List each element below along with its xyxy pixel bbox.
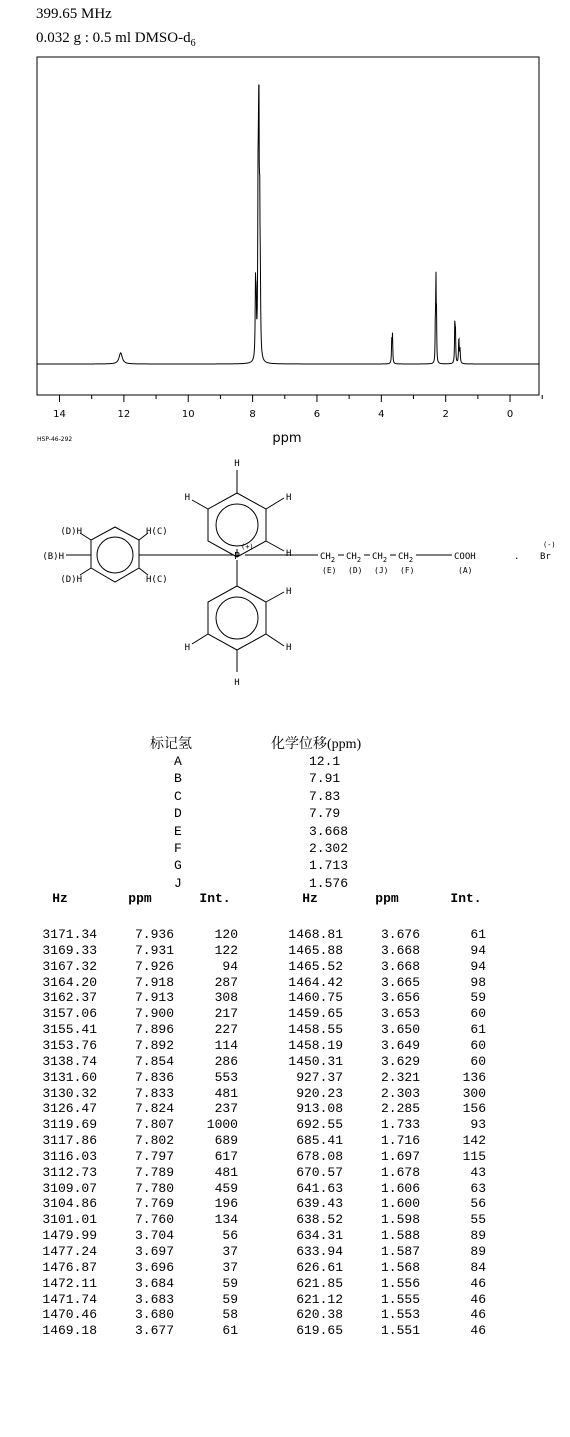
peak-table-cell: 3131.60 (42, 1069, 97, 1085)
peak-table-cell: 1472.11 (42, 1275, 97, 1291)
h-label-left-para: (B)H (42, 552, 64, 562)
aromatic-circle-bottom (216, 597, 258, 639)
peak-table-cell: 43 (470, 1164, 486, 1180)
peak-table-cell: 3171.34 (42, 927, 97, 942)
phenyl-ring-top (208, 493, 266, 557)
peak-table-cell: 3109.07 (42, 1180, 97, 1196)
peak-table-cell: 300 (462, 1085, 486, 1101)
peak-table-cell: 639.43 (296, 1196, 343, 1212)
peak-table-cell: 60 (470, 1037, 486, 1053)
peak-table-cell: 55 (470, 1212, 486, 1228)
peak-table-cell: 1.588 (380, 1228, 420, 1244)
peak-table-cell: 7.802 (134, 1133, 174, 1149)
chain-ch2-j: $CH_2$ (372, 552, 388, 564)
peak-table-cell: 63 (470, 1180, 486, 1196)
h-label-top-right-low: H (286, 549, 292, 559)
h-label-top-right: H (286, 493, 292, 503)
chain-cooh: COOH (454, 552, 476, 562)
peak-table-cell: 3119.69 (42, 1117, 97, 1133)
peak-table-cell: 634.31 (296, 1228, 343, 1244)
chain-ch2-f: $CH_2$ (398, 552, 414, 564)
peak-table-cell: 3104.86 (42, 1196, 97, 1212)
peak-table-cell: 3.656 (380, 990, 420, 1006)
aromatic-circle-top (216, 504, 258, 546)
chain-label-j: (J) (374, 566, 389, 575)
peak-table-cell: 3162.37 (42, 990, 97, 1006)
peak-table-cell: 621.85 (296, 1275, 343, 1291)
peak-table-cell: 7.836 (134, 1069, 174, 1085)
peak-table-cell: 7.913 (134, 990, 174, 1006)
assignment-shift: 7.83 (309, 788, 341, 804)
peak-table-cell: 641.63 (296, 1180, 343, 1196)
peak-table-cell: 670.57 (296, 1164, 343, 1180)
peak-table-cell: 1477.24 (42, 1244, 97, 1259)
peak-table-cell: 237 (214, 1101, 238, 1117)
peak-table-cell: 61 (222, 1323, 238, 1339)
peak-table-cell: 58 (222, 1307, 238, 1323)
peak-table-cell: 7.854 (134, 1053, 174, 1069)
assignment-shift: 1.713 (309, 858, 349, 874)
peak-table-cell: 1.587 (380, 1244, 420, 1259)
peak-table-cell: 3101.01 (42, 1212, 97, 1228)
sample-id: HSP-46-292 (37, 436, 73, 443)
peak-table-cell: 60 (470, 1053, 486, 1069)
peak-table-cell: 1458.19 (288, 1037, 343, 1053)
salt-dot: . (514, 552, 520, 562)
x-tick-label: 12 (117, 409, 131, 420)
h-label-left-bottom-c: H(C) (146, 575, 168, 585)
chain-label-a: (A) (458, 566, 473, 575)
assignment-label: B (174, 771, 182, 787)
peak-table-cell: 46 (470, 1275, 486, 1291)
h-label-left-top: (D)H (60, 527, 82, 537)
peak-table-cell: 3138.74 (42, 1053, 97, 1069)
peak-table-cell: 3117.86 (42, 1133, 97, 1149)
peak-table-cell: 7.760 (134, 1212, 174, 1228)
peak-table-cell: 287 (214, 974, 238, 990)
peak-table-cell: 59 (222, 1291, 238, 1307)
assignment-shift: 7.79 (309, 806, 341, 822)
peak-table-header: Int. (450, 891, 482, 906)
peak-table-header: ppm (128, 891, 152, 906)
peak-table-cell: 227 (214, 1022, 238, 1038)
peak-table-cell: 3153.76 (42, 1037, 97, 1053)
peak-table-cell: 37 (222, 1259, 238, 1275)
peak-table-cell: 1.678 (380, 1164, 420, 1180)
peak-table-cell: 459 (214, 1180, 238, 1196)
peak-table-cell: 46 (470, 1291, 486, 1307)
assignment-label: G (174, 858, 182, 874)
peak-table-cell: 142 (462, 1133, 486, 1149)
peak-table-header: Hz (302, 891, 318, 906)
peak-table-cell: 7.892 (134, 1037, 174, 1053)
peak-table-cell: 3169.33 (42, 942, 97, 958)
peak-table-cell: 1.555 (380, 1291, 420, 1307)
peak-table-cell: 3.653 (380, 1006, 420, 1022)
peak-table-cell: 286 (214, 1053, 238, 1069)
peak-table-cell: 7.936 (134, 927, 174, 942)
peak-table-cell: 120 (214, 927, 238, 942)
assignment-shift: 2.302 (309, 841, 349, 856)
peak-table-cell: 60 (470, 1006, 486, 1022)
peak-table-cell: 93 (470, 1117, 486, 1133)
assignment-header-shift: 化学位移(ppm) (271, 737, 362, 752)
peak-table-cell: 3.696 (134, 1259, 174, 1275)
peak-table-cell: 621.12 (296, 1291, 343, 1307)
peak-table-cell: 98 (470, 974, 486, 990)
h-label-bottom-left: H (184, 643, 190, 653)
peak-table-cell: 481 (214, 1085, 238, 1101)
peak-table-cell: 1.716 (380, 1133, 420, 1149)
peak-table-cell: 7.780 (134, 1180, 174, 1196)
peak-table-cell: 196 (214, 1196, 238, 1212)
peak-table-cell: 638.52 (296, 1212, 343, 1228)
x-tick-label: 2 (442, 409, 449, 420)
assignment-label: J (174, 875, 182, 891)
peak-table-cell: 94 (222, 958, 238, 974)
peak-table-cell: 1465.52 (288, 958, 343, 974)
peak-table-cell: 37 (222, 1244, 238, 1259)
peak-table-cell: 3.676 (380, 927, 420, 942)
peak-table-cell: 7.833 (134, 1085, 174, 1101)
peak-table-cell: 56 (470, 1196, 486, 1212)
peak-table-cell: 7.807 (134, 1117, 174, 1133)
peak-table-cell: 3116.03 (42, 1148, 97, 1164)
h-label-top-para: H (234, 459, 240, 469)
peak-table-cell: 626.61 (296, 1259, 343, 1275)
peak-table-cell: 3.668 (380, 942, 420, 958)
h-label-bottom-para: H (234, 678, 240, 688)
peak-table-cell: 481 (214, 1164, 238, 1180)
assignment-label: A (174, 754, 182, 769)
peak-table-cell: 7.896 (134, 1022, 174, 1038)
x-axis-tick-labels (53, 409, 513, 420)
x-tick-label: 14 (53, 409, 66, 420)
peak-table-cell: 3164.20 (42, 974, 97, 990)
peak-table-cell: 3.650 (380, 1022, 420, 1038)
h-label-bottom-right: H (286, 643, 292, 653)
h-label-left-bottom: (D)H (60, 575, 82, 585)
peak-table-header: ppm (375, 891, 399, 906)
x-tick-label: 0 (506, 409, 514, 420)
peak-table-cell: 3.649 (380, 1037, 420, 1053)
chain-ch2-e: $CH_2$ (320, 552, 336, 564)
assignment-header-label: 标记氢 (150, 737, 192, 752)
x-tick-label: 8 (249, 409, 256, 420)
peak-table-cell: 920.23 (296, 1085, 343, 1101)
chain-label-d: (D) (348, 566, 363, 575)
peak-table-cell: 7.797 (134, 1148, 174, 1164)
peak-table-cell: 1.697 (380, 1148, 420, 1164)
peak-table-cell: 94 (470, 958, 486, 974)
peak-table-cell: 1.606 (380, 1180, 420, 1196)
peak-table-cell: 1468.81 (288, 927, 343, 942)
peak-table-cell: 59 (222, 1275, 238, 1291)
peak-table-cell: 3126.47 (42, 1101, 97, 1117)
peak-table-cell: 61 (470, 927, 486, 942)
peak-table-cell: 3.680 (134, 1307, 174, 1323)
peak-table-cell: 3112.73 (42, 1164, 97, 1180)
peak-table-cell: 217 (214, 1006, 238, 1022)
peak-table-header: Hz (52, 891, 68, 906)
peak-table-cell: 56 (222, 1228, 238, 1244)
peak-table-cell: 114 (214, 1037, 238, 1053)
peak-table-cell: 619.65 (296, 1323, 343, 1339)
concentration-text: 0.032 g : 0.5 ml DMSO-d (36, 30, 191, 46)
peak-table-cell: 308 (214, 990, 238, 1006)
peak-table-cell: 3.704 (134, 1228, 174, 1244)
concentration-subscript: 6 (190, 38, 196, 49)
chain-label-f: (F) (400, 566, 415, 575)
peak-table-cell: 1.600 (380, 1196, 420, 1212)
peak-table-cell: 134 (214, 1212, 238, 1228)
peak-table-cell: 1460.75 (288, 990, 343, 1006)
peak-table-cell: 2.285 (380, 1101, 420, 1117)
peak-table-cell: 1459.65 (288, 1006, 343, 1022)
peak-table-cell: 1000 (206, 1117, 238, 1133)
peak-table-cell: 3157.06 (42, 1006, 97, 1022)
peak-table-cell: 1.568 (380, 1259, 420, 1275)
peak-table-cell: 1458.55 (288, 1022, 343, 1038)
assignment-label: E (174, 823, 182, 839)
peak-table-cell: 3130.32 (42, 1085, 97, 1101)
anion-charge: (-) (543, 541, 556, 549)
peak-table-cell: 2.321 (380, 1069, 420, 1085)
x-tick-label: 10 (181, 409, 195, 420)
peak-table-cell: 1464.42 (288, 974, 343, 990)
peak-table-cell: 1.733 (380, 1117, 420, 1133)
peak-table-cell: 689 (214, 1133, 238, 1149)
peak-table-cell: 115 (462, 1148, 486, 1164)
assignment-label: C (174, 788, 182, 804)
peak-table-cell: 3.677 (134, 1323, 174, 1339)
peak-table-cell: 927.37 (296, 1069, 343, 1085)
peak-table-cell: 3155.41 (42, 1022, 97, 1038)
peak-table-cell: 59 (470, 990, 486, 1006)
cation-charge: (+) (241, 543, 254, 551)
peak-table-cell: 633.94 (296, 1244, 343, 1259)
x-axis-label: ppm (272, 431, 302, 446)
peak-table-cell: 7.769 (134, 1196, 174, 1212)
h-label-left-top-c: H(C) (146, 527, 168, 537)
peak-table-cell: 1476.87 (42, 1259, 97, 1275)
assignment-shift: 3.668 (309, 823, 349, 839)
peak-table-cell: 89 (470, 1228, 486, 1244)
peak-table-cell: 1465.88 (288, 942, 343, 958)
peak-table-cell: 617 (214, 1148, 238, 1164)
peak-table-cell: 7.789 (134, 1164, 174, 1180)
x-tick-label: 4 (378, 409, 385, 420)
peak-table-header: Int. (199, 891, 231, 906)
spectrometer-frequency: 399.65 MHz (36, 6, 112, 22)
chain-ch2-d: $CH_2$ (346, 552, 362, 564)
phosphorus-atom: P (233, 551, 241, 562)
peak-table-cell: 3.697 (134, 1244, 174, 1259)
phenyl-ring-left (91, 527, 139, 582)
assignment-label: F (174, 841, 182, 856)
peak-table-cell: 84 (470, 1259, 486, 1275)
peak-table-cell: 136 (462, 1069, 486, 1085)
chain-label-e: (E) (322, 566, 337, 575)
peak-table-cell: 1.598 (380, 1212, 420, 1228)
assignment-shift: 12.1 (309, 754, 341, 769)
peak-table-cell: 1470.46 (42, 1307, 97, 1323)
spectrum-trace (37, 85, 539, 364)
h-label-top-left: H (184, 493, 190, 503)
peak-table-cell: 7.926 (134, 958, 174, 974)
phenyl-ring-bottom (208, 586, 266, 650)
peak-table-cell: 1.556 (380, 1275, 420, 1291)
peak-table-cell: 3.684 (134, 1275, 174, 1291)
peak-table-cell: 7.918 (134, 974, 174, 990)
peak-table-cell: 1450.31 (288, 1053, 343, 1069)
peak-table-cell: 89 (470, 1244, 486, 1259)
nmr-spectrum-chart (0, 0, 570, 450)
peak-table-cell: 1.551 (380, 1323, 420, 1339)
assignment-shift: 7.91 (309, 771, 341, 787)
chemical-structure (0, 450, 570, 732)
x-axis-ticks (60, 395, 543, 402)
peak-table-cell: 3.668 (380, 958, 420, 974)
peak-table-cell: 7.900 (134, 1006, 174, 1022)
peak-table-cell: 3.683 (134, 1291, 174, 1307)
peak-table-cell: 1.553 (380, 1307, 420, 1323)
assignment-label: D (174, 806, 182, 822)
peak-table-cell: 2.303 (380, 1085, 420, 1101)
peak-table-cell: 678.08 (296, 1148, 343, 1164)
peak-table-cell: 1479.99 (42, 1228, 97, 1244)
x-tick-label: 6 (313, 409, 321, 420)
aromatic-circle-left (97, 537, 133, 573)
plot-frame (37, 57, 539, 395)
assignment-shift: 1.576 (309, 875, 349, 891)
peak-table-cell: 46 (470, 1307, 486, 1323)
peak-table-cell: 94 (470, 942, 486, 958)
peak-table-cell: 7.931 (134, 942, 174, 958)
peak-table-cell: 46 (470, 1323, 486, 1339)
peak-table-cell: 913.08 (296, 1101, 343, 1117)
bromide-anion: Br (540, 552, 551, 562)
peak-table-cell: 122 (214, 942, 238, 958)
peak-table-cell: 7.824 (134, 1101, 174, 1117)
peak-table-cell: 156 (462, 1101, 486, 1117)
peak-table-cell: 1471.74 (42, 1291, 97, 1307)
peak-table-cell: 61 (470, 1022, 486, 1038)
peak-table-cell: 3167.32 (42, 958, 97, 974)
peak-table-cell: 685.41 (296, 1133, 343, 1149)
peak-table-cell: 620.38 (296, 1307, 343, 1323)
peak-table-cell: 692.55 (296, 1117, 343, 1133)
peak-table-cell: 553 (214, 1069, 238, 1085)
peak-table-cell: 3.665 (380, 974, 420, 990)
h-label-bottom-right-up: H (286, 587, 292, 597)
peak-table-cell: 1469.18 (42, 1323, 97, 1339)
peak-table-cell: 3.629 (380, 1053, 420, 1069)
